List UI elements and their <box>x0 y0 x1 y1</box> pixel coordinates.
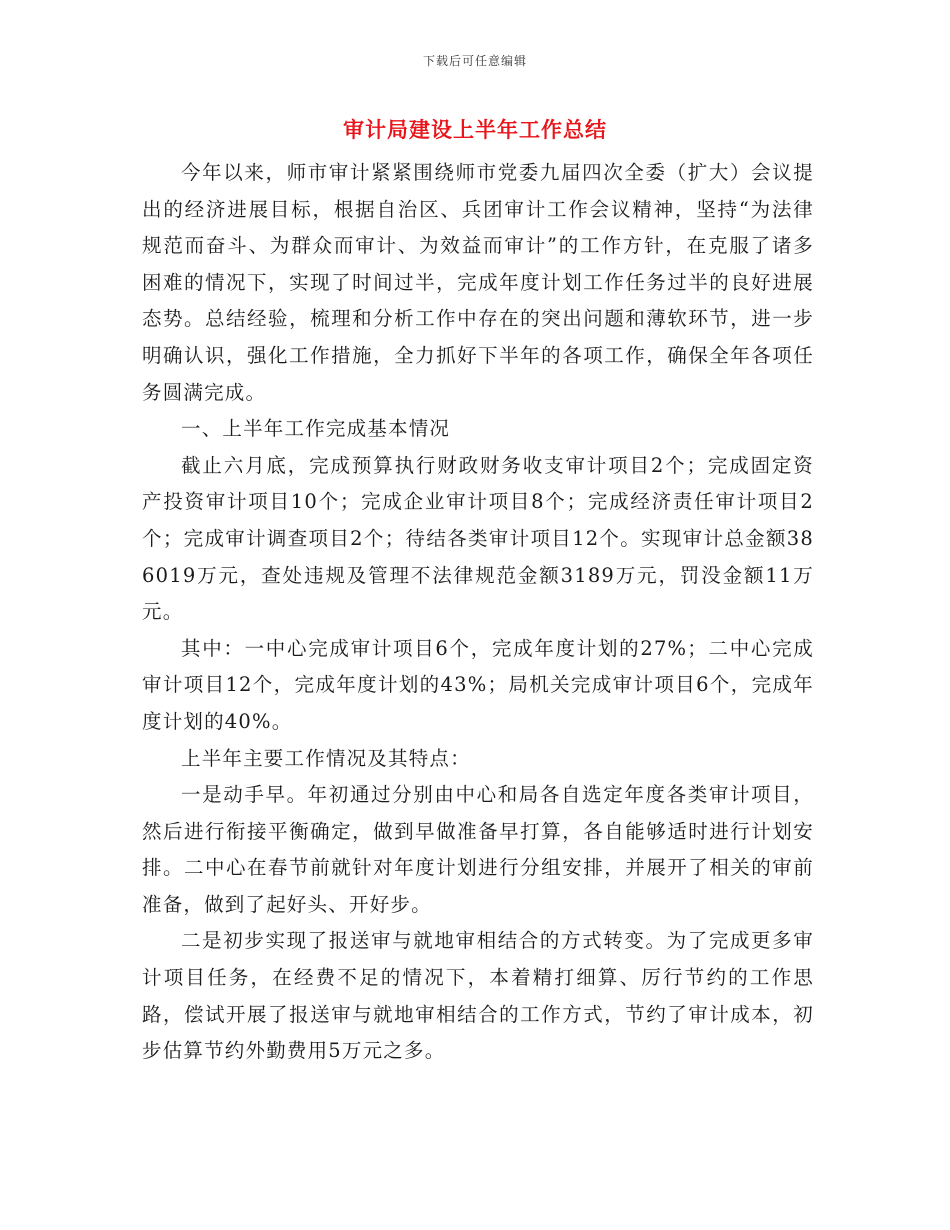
paragraph-feature-2: 二是初步实现了报送审与就地审相结合的方式转变。为了完成更多审计项目任务，在经费不足的情况下，本着精打细算、厉行节约的工作思路，偿试开展了报送审与就地审相结合的工作方式，节约了审计成本，初步估算节约外勤费用5万元之多。 <box>142 929 814 1063</box>
document-title: 审计局建设上半年工作总结 <box>343 118 607 142</box>
paragraph-features-heading: 上半年主要工作情况及其特点： <box>181 746 471 770</box>
paragraph-breakdown: 其中：一中心完成审计项目6个，完成年度计划的27%；二中心完成审计项目12个，完成年度计划的43%；局机关完成审计项目6个，完成年度计划的40%。 <box>142 636 814 733</box>
paragraph-feature-1: 一是动手早。年初通过分别由中心和局各自选定年度各类审计项目，然后进行衔接平衡确定，做到早做准备早打算，各自能够适时进行计划安排。二中心在春节前就针对年度计划进行分组安排，并展开了相关的审前准备，做到了起好头、开好步。 <box>142 783 814 916</box>
paragraph-progress: 截止六月底，完成预算执行财政财务收支审计项目2个；完成固定资产投资审计项目10个；完成企业审计项目8个；完成经济责任审计项目2个；完成审计调查项目2个；待结各类审计项目12个。实现审计总金额386019万元，查处违规及管理不法律规范金额3189万元，罚没金额11万元。 <box>142 453 814 624</box>
section-heading-1: 一、上半年工作完成基本情况 <box>181 417 451 441</box>
header-note: 下载后可任意编辑 <box>422 54 527 68</box>
paragraph-intro: 今年以来，师市审计紧紧围绕师市党委九届四次全委（扩大）会议提出的经济进展目标，根据自治区、兵团审计工作会议精神，坚持“为法律规范而奋斗、为群众而审计、为效益而审计”的工作方针，在克服了诸多困难的情况下，实现了时间过半，完成年度计划工作任务过半的良好进展态势。总结经验，梳理和分析工作中存在的突出问题和薄软环节，进一步明确认识，强化工作措施，全力抓好下半年的各项工作，确保全年各项任务圆满完成。 <box>142 161 814 404</box>
document-body <box>142 155 814 1070</box>
